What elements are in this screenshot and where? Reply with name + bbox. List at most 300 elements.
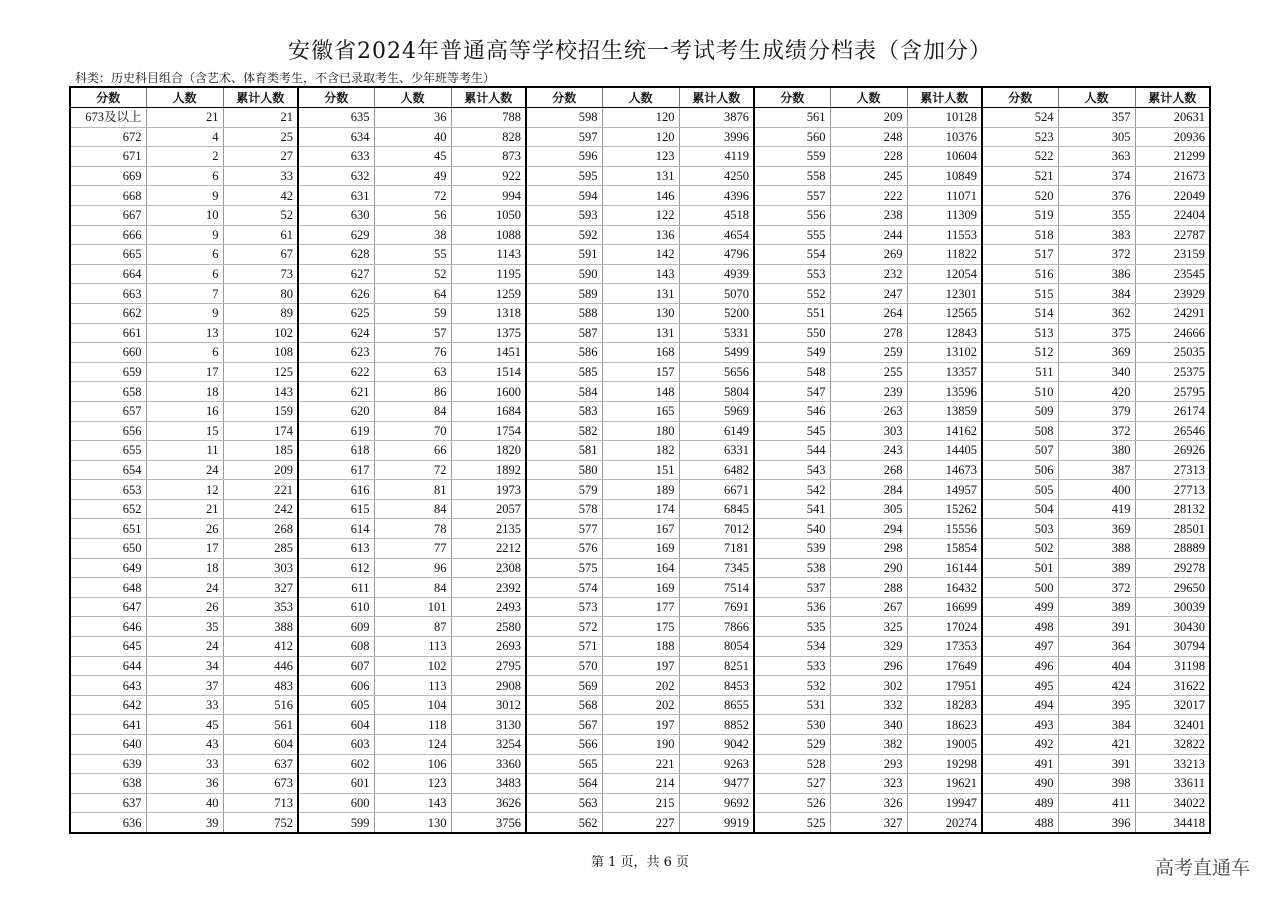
- cumulative-cell: 23159: [1135, 245, 1210, 265]
- score-cell: 568: [526, 695, 602, 715]
- count-cell: 84: [374, 578, 451, 598]
- cumulative-cell: 6331: [679, 441, 754, 461]
- table-row: [70, 225, 1210, 245]
- cumulative-cell: 11822: [907, 245, 982, 265]
- score-cell: 504: [982, 499, 1058, 519]
- cumulative-cell: 34418: [1135, 813, 1210, 833]
- score-cell: 490: [982, 774, 1058, 794]
- count-cell: 84: [374, 401, 451, 421]
- cumulative-cell: 102: [223, 323, 298, 343]
- count-cell: 398: [1058, 774, 1135, 794]
- count-cell: 52: [374, 264, 451, 284]
- score-cell: 492: [982, 735, 1058, 755]
- score-cell: 581: [526, 441, 602, 461]
- cumulative-cell: 23545: [1135, 264, 1210, 284]
- cumulative-cell: 2392: [451, 578, 526, 598]
- count-cell: 197: [602, 656, 679, 676]
- count-cell: 386: [1058, 264, 1135, 284]
- count-cell: 340: [1058, 362, 1135, 382]
- count-cell: 63: [374, 362, 451, 382]
- score-cell: 567: [526, 715, 602, 735]
- cumulative-cell: 16432: [907, 578, 982, 598]
- count-cell: 419: [1058, 499, 1135, 519]
- score-cell: 603: [298, 735, 374, 755]
- cumulative-cell: 8054: [679, 637, 754, 657]
- cumulative-cell: 5656: [679, 362, 754, 382]
- score-cell: 672: [70, 127, 146, 147]
- count-cell: 59: [374, 303, 451, 323]
- cumulative-cell: 15262: [907, 499, 982, 519]
- cumulative-cell: 285: [223, 539, 298, 559]
- cumulative-cell: 3996: [679, 127, 754, 147]
- score-cell: 596: [526, 147, 602, 167]
- score-cell: 654: [70, 460, 146, 480]
- score-cell: 582: [526, 421, 602, 441]
- count-cell: 372: [1058, 578, 1135, 598]
- score-cell: 499: [982, 597, 1058, 617]
- cumulative-cell: 828: [451, 127, 526, 147]
- cumulative-cell: 14673: [907, 460, 982, 480]
- cumulative-cell: 13357: [907, 362, 982, 382]
- score-cell: 610: [298, 597, 374, 617]
- count-cell: 247: [830, 284, 907, 304]
- count-cell: 57: [374, 323, 451, 343]
- score-cell: 530: [754, 715, 830, 735]
- cumulative-cell: 9263: [679, 754, 754, 774]
- score-cell: 614: [298, 519, 374, 539]
- cumulative-cell: 446: [223, 656, 298, 676]
- score-cell: 519: [982, 205, 1058, 225]
- table-row: [70, 480, 1210, 500]
- cumulative-cell: 125: [223, 362, 298, 382]
- page-footer: 第 1 页，共 6 页: [590, 855, 690, 870]
- cumulative-cell: 13102: [907, 343, 982, 363]
- table-row: [70, 166, 1210, 186]
- count-cell: 202: [602, 676, 679, 696]
- count-cell: 227: [602, 813, 679, 833]
- cumulative-cell: 7345: [679, 558, 754, 578]
- cumulative-cell: 1143: [451, 245, 526, 265]
- cumulative-cell: 30794: [1135, 637, 1210, 657]
- count-cell: 87: [374, 617, 451, 637]
- cumulative-cell: 19298: [907, 754, 982, 774]
- count-cell: 120: [602, 127, 679, 147]
- count-cell: 302: [830, 676, 907, 696]
- cumulative-cell: 637: [223, 754, 298, 774]
- count-cell: 238: [830, 205, 907, 225]
- count-cell: 215: [602, 793, 679, 813]
- count-cell: 45: [146, 715, 223, 735]
- cumulative-cell: 13596: [907, 382, 982, 402]
- score-cell: 667: [70, 205, 146, 225]
- score-cell: 640: [70, 735, 146, 755]
- score-cell: 495: [982, 676, 1058, 696]
- cumulative-cell: 12843: [907, 323, 982, 343]
- score-cell: 664: [70, 264, 146, 284]
- cumulative-cell: 20936: [1135, 127, 1210, 147]
- cumulative-header: 累计人数: [451, 87, 526, 108]
- count-cell: 190: [602, 735, 679, 755]
- count-cell: 7: [146, 284, 223, 304]
- count-cell: 123: [374, 774, 451, 794]
- cumulative-cell: 80: [223, 284, 298, 304]
- cumulative-cell: 21673: [1135, 166, 1210, 186]
- score-cell: 555: [754, 225, 830, 245]
- score-cell: 508: [982, 421, 1058, 441]
- count-cell: 404: [1058, 656, 1135, 676]
- count-cell: 36: [146, 774, 223, 794]
- score-cell: 593: [526, 205, 602, 225]
- cumulative-cell: 17649: [907, 656, 982, 676]
- count-cell: 382: [830, 735, 907, 755]
- cumulative-cell: 2580: [451, 617, 526, 637]
- count-header: 人数: [146, 87, 223, 108]
- cumulative-cell: 7514: [679, 578, 754, 598]
- cumulative-cell: 7012: [679, 519, 754, 539]
- table-row: [70, 303, 1210, 323]
- count-cell: 120: [602, 108, 679, 128]
- score-cell: 524: [982, 108, 1058, 128]
- count-header: 人数: [602, 87, 679, 108]
- count-cell: 278: [830, 323, 907, 343]
- table-row: [70, 382, 1210, 402]
- table-row: [70, 343, 1210, 363]
- score-cell: 516: [982, 264, 1058, 284]
- score-cell: 565: [526, 754, 602, 774]
- score-cell: 546: [754, 401, 830, 421]
- cumulative-cell: 185: [223, 441, 298, 461]
- cumulative-cell: 752: [223, 813, 298, 833]
- score-cell: 602: [298, 754, 374, 774]
- count-cell: 232: [830, 264, 907, 284]
- count-cell: 222: [830, 186, 907, 206]
- count-cell: 24: [146, 578, 223, 598]
- score-cell: 613: [298, 539, 374, 559]
- count-cell: 24: [146, 637, 223, 657]
- score-cell: 502: [982, 539, 1058, 559]
- score-cell: 644: [70, 656, 146, 676]
- cumulative-cell: 20631: [1135, 108, 1210, 128]
- cumulative-cell: 12565: [907, 303, 982, 323]
- count-cell: 39: [146, 813, 223, 833]
- cumulative-cell: 32401: [1135, 715, 1210, 735]
- cumulative-cell: 604: [223, 735, 298, 755]
- cumulative-cell: 159: [223, 401, 298, 421]
- score-cell: 624: [298, 323, 374, 343]
- cumulative-cell: 788: [451, 108, 526, 128]
- cumulative-cell: 61: [223, 225, 298, 245]
- score-cell: 639: [70, 754, 146, 774]
- count-cell: 421: [1058, 735, 1135, 755]
- score-cell: 534: [754, 637, 830, 657]
- score-cell: 642: [70, 695, 146, 715]
- score-cell: 553: [754, 264, 830, 284]
- cumulative-header: 累计人数: [1135, 87, 1210, 108]
- count-cell: 37: [146, 676, 223, 696]
- score-cell: 520: [982, 186, 1058, 206]
- score-cell: 622: [298, 362, 374, 382]
- table-row: [70, 421, 1210, 441]
- score-cell: 641: [70, 715, 146, 735]
- cumulative-header: 累计人数: [223, 87, 298, 108]
- cumulative-cell: 2493: [451, 597, 526, 617]
- score-cell: 632: [298, 166, 374, 186]
- score-cell: 554: [754, 245, 830, 265]
- cumulative-cell: 11553: [907, 225, 982, 245]
- cumulative-cell: 2308: [451, 558, 526, 578]
- cumulative-cell: 16699: [907, 597, 982, 617]
- count-cell: 214: [602, 774, 679, 794]
- cumulative-cell: 73: [223, 264, 298, 284]
- score-cell: 563: [526, 793, 602, 813]
- score-cell: 558: [754, 166, 830, 186]
- score-cell: 539: [754, 539, 830, 559]
- cumulative-cell: 22049: [1135, 186, 1210, 206]
- count-cell: 9: [146, 186, 223, 206]
- table-row: [70, 793, 1210, 813]
- count-cell: 396: [1058, 813, 1135, 833]
- count-cell: 33: [146, 695, 223, 715]
- score-cell: 579: [526, 480, 602, 500]
- cumulative-cell: 9477: [679, 774, 754, 794]
- count-cell: 383: [1058, 225, 1135, 245]
- count-cell: 293: [830, 754, 907, 774]
- table-header-row: [70, 87, 1210, 108]
- count-cell: 298: [830, 539, 907, 559]
- score-cell: 498: [982, 617, 1058, 637]
- count-cell: 168: [602, 343, 679, 363]
- count-cell: 323: [830, 774, 907, 794]
- cumulative-cell: 5804: [679, 382, 754, 402]
- count-cell: 142: [602, 245, 679, 265]
- count-cell: 177: [602, 597, 679, 617]
- count-cell: 294: [830, 519, 907, 539]
- count-header: 人数: [374, 87, 451, 108]
- count-cell: 113: [374, 637, 451, 657]
- score-cell: 556: [754, 205, 830, 225]
- score-cell: 542: [754, 480, 830, 500]
- score-cell: 636: [70, 813, 146, 833]
- score-cell: 543: [754, 460, 830, 480]
- score-cell: 517: [982, 245, 1058, 265]
- cumulative-header: 累计人数: [679, 87, 754, 108]
- cumulative-cell: 1451: [451, 343, 526, 363]
- score-cell: 532: [754, 676, 830, 696]
- score-header: 分数: [526, 87, 602, 108]
- score-cell: 635: [298, 108, 374, 128]
- count-cell: 376: [1058, 186, 1135, 206]
- table-row: [70, 597, 1210, 617]
- score-cell: 559: [754, 147, 830, 167]
- cumulative-cell: 242: [223, 499, 298, 519]
- count-cell: 33: [146, 754, 223, 774]
- score-cell: 666: [70, 225, 146, 245]
- cumulative-cell: 209: [223, 460, 298, 480]
- table-row: [70, 245, 1210, 265]
- count-cell: 290: [830, 558, 907, 578]
- score-cell: 625: [298, 303, 374, 323]
- table-row: [70, 617, 1210, 637]
- count-cell: 420: [1058, 382, 1135, 402]
- count-cell: 86: [374, 382, 451, 402]
- count-cell: 2: [146, 147, 223, 167]
- cumulative-cell: 16144: [907, 558, 982, 578]
- score-cell: 585: [526, 362, 602, 382]
- table-row: [70, 558, 1210, 578]
- count-cell: 372: [1058, 421, 1135, 441]
- score-cell: 637: [70, 793, 146, 813]
- cumulative-cell: 18623: [907, 715, 982, 735]
- score-cell: 648: [70, 578, 146, 598]
- score-cell: 611: [298, 578, 374, 598]
- score-cell: 545: [754, 421, 830, 441]
- cumulative-cell: 3012: [451, 695, 526, 715]
- cumulative-cell: 19005: [907, 735, 982, 755]
- count-cell: 264: [830, 303, 907, 323]
- cumulative-cell: 2057: [451, 499, 526, 519]
- count-cell: 305: [1058, 127, 1135, 147]
- table-row: [70, 401, 1210, 421]
- score-cell: 607: [298, 656, 374, 676]
- score-cell: 523: [982, 127, 1058, 147]
- score-cell: 649: [70, 558, 146, 578]
- count-cell: 12: [146, 480, 223, 500]
- count-cell: 228: [830, 147, 907, 167]
- score-cell: 609: [298, 617, 374, 637]
- score-cell: 668: [70, 186, 146, 206]
- count-cell: 364: [1058, 637, 1135, 657]
- count-cell: 202: [602, 695, 679, 715]
- table-row: [70, 108, 1210, 128]
- score-cell: 604: [298, 715, 374, 735]
- count-cell: 157: [602, 362, 679, 382]
- score-cell: 671: [70, 147, 146, 167]
- count-cell: 96: [374, 558, 451, 578]
- cumulative-cell: 4939: [679, 264, 754, 284]
- score-cell: 529: [754, 735, 830, 755]
- score-cell: 552: [754, 284, 830, 304]
- cumulative-cell: 8251: [679, 656, 754, 676]
- cumulative-cell: 33213: [1135, 754, 1210, 774]
- count-cell: 188: [602, 637, 679, 657]
- score-cell: 513: [982, 323, 1058, 343]
- count-cell: 84: [374, 499, 451, 519]
- cumulative-cell: 174: [223, 421, 298, 441]
- table-row: [70, 774, 1210, 794]
- score-cell: 544: [754, 441, 830, 461]
- cumulative-cell: 21: [223, 108, 298, 128]
- cumulative-cell: 15556: [907, 519, 982, 539]
- score-cell: 488: [982, 813, 1058, 833]
- cumulative-cell: 221: [223, 480, 298, 500]
- score-cell: 507: [982, 441, 1058, 461]
- cumulative-cell: 67: [223, 245, 298, 265]
- count-cell: 325: [830, 617, 907, 637]
- score-cell: 605: [298, 695, 374, 715]
- count-cell: 143: [374, 793, 451, 813]
- score-cell: 619: [298, 421, 374, 441]
- count-cell: 136: [602, 225, 679, 245]
- count-cell: 101: [374, 597, 451, 617]
- score-cell: 526: [754, 793, 830, 813]
- score-cell: 561: [754, 108, 830, 128]
- cumulative-cell: 1050: [451, 205, 526, 225]
- count-cell: 269: [830, 245, 907, 265]
- count-cell: 243: [830, 441, 907, 461]
- score-cell: 551: [754, 303, 830, 323]
- count-cell: 391: [1058, 617, 1135, 637]
- table-row: [70, 284, 1210, 304]
- score-cell: 527: [754, 774, 830, 794]
- cumulative-cell: 28889: [1135, 539, 1210, 559]
- count-cell: 130: [602, 303, 679, 323]
- cumulative-cell: 34022: [1135, 793, 1210, 813]
- cumulative-cell: 108: [223, 343, 298, 363]
- cumulative-cell: 33611: [1135, 774, 1210, 794]
- score-cell: 663: [70, 284, 146, 304]
- score-cell: 548: [754, 362, 830, 382]
- score-cell: 673及以上: [70, 108, 146, 128]
- score-cell: 533: [754, 656, 830, 676]
- cumulative-cell: 3483: [451, 774, 526, 794]
- table-row: [70, 147, 1210, 167]
- table-row: [70, 754, 1210, 774]
- count-cell: 64: [374, 284, 451, 304]
- table-row: [70, 441, 1210, 461]
- table-row: [70, 205, 1210, 225]
- count-cell: 13: [146, 323, 223, 343]
- score-cell: 597: [526, 127, 602, 147]
- score-header: 分数: [754, 87, 830, 108]
- count-cell: 182: [602, 441, 679, 461]
- cumulative-cell: 32017: [1135, 695, 1210, 715]
- cumulative-cell: 5331: [679, 323, 754, 343]
- count-cell: 148: [602, 382, 679, 402]
- count-cell: 384: [1058, 284, 1135, 304]
- cumulative-cell: 18283: [907, 695, 982, 715]
- cumulative-cell: 1973: [451, 480, 526, 500]
- count-cell: 6: [146, 264, 223, 284]
- count-cell: 189: [602, 480, 679, 500]
- cumulative-cell: 3626: [451, 793, 526, 813]
- cumulative-cell: 15854: [907, 539, 982, 559]
- score-cell: 557: [754, 186, 830, 206]
- count-cell: 388: [1058, 539, 1135, 559]
- count-cell: 122: [602, 205, 679, 225]
- cumulative-cell: 20274: [907, 813, 982, 833]
- score-cell: 512: [982, 343, 1058, 363]
- cumulative-cell: 6671: [679, 480, 754, 500]
- subject-category-note: 科类：历史科目组合（含艺术、体育类考生，不含已录取考生、少年班等考生）: [75, 71, 496, 85]
- count-cell: 104: [374, 695, 451, 715]
- table-row: [70, 813, 1210, 833]
- cumulative-cell: 14162: [907, 421, 982, 441]
- score-cell: 615: [298, 499, 374, 519]
- score-cell: 580: [526, 460, 602, 480]
- score-cell: 550: [754, 323, 830, 343]
- count-cell: 164: [602, 558, 679, 578]
- score-cell: 591: [526, 245, 602, 265]
- count-cell: 411: [1058, 793, 1135, 813]
- cumulative-cell: 17024: [907, 617, 982, 637]
- cumulative-cell: 12054: [907, 264, 982, 284]
- score-cell: 608: [298, 637, 374, 657]
- count-cell: 165: [602, 401, 679, 421]
- count-cell: 327: [830, 813, 907, 833]
- score-cell: 571: [526, 637, 602, 657]
- cumulative-cell: 4518: [679, 205, 754, 225]
- count-cell: 78: [374, 519, 451, 539]
